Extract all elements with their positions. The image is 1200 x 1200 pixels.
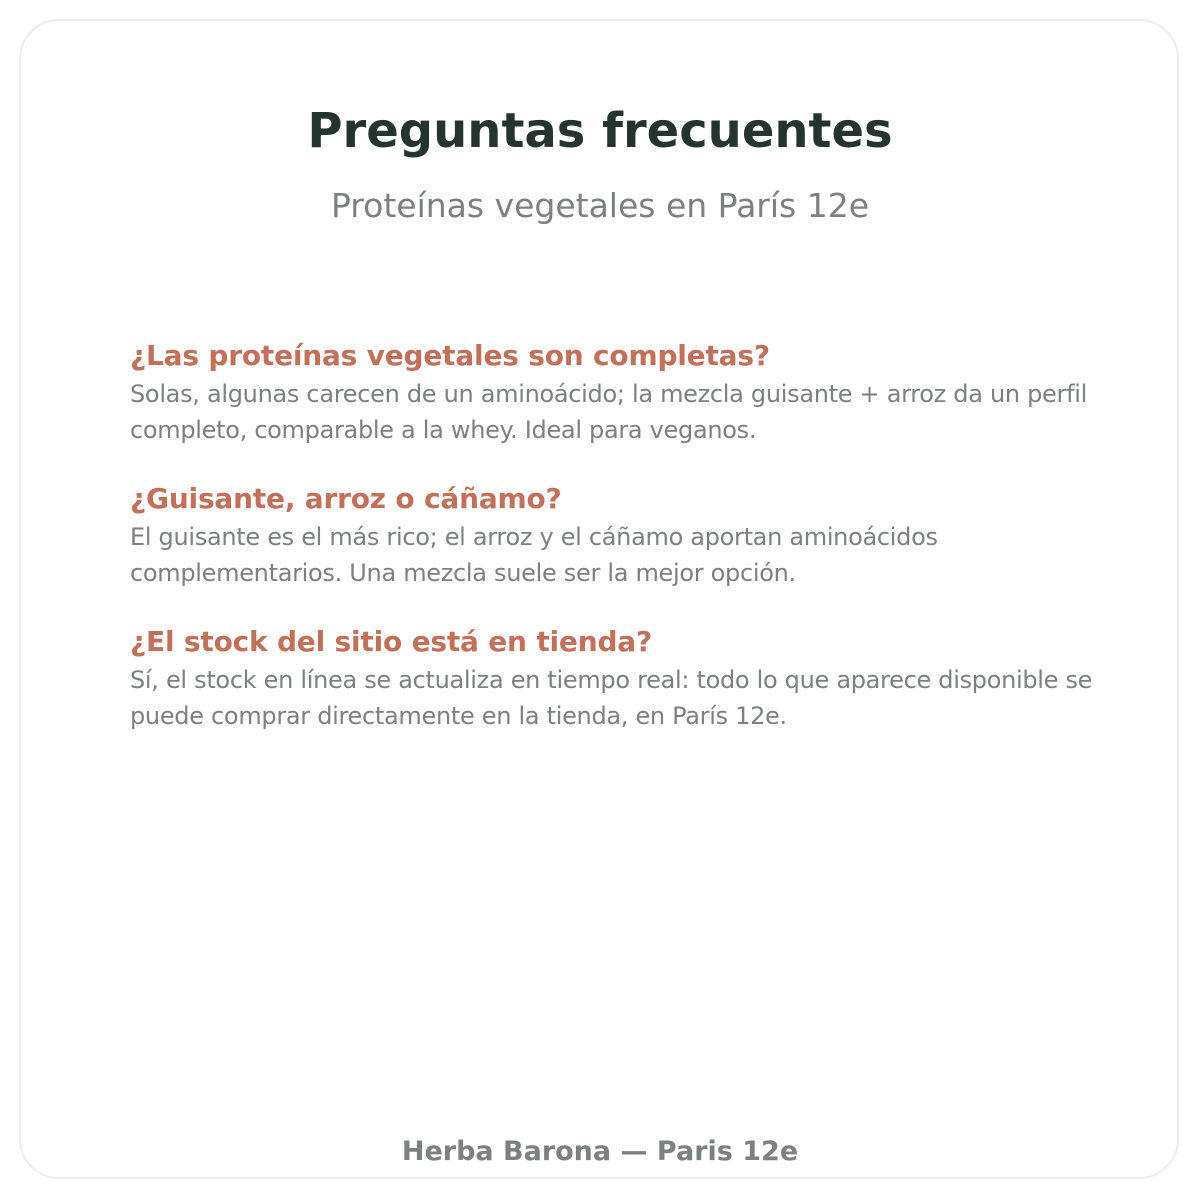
- faq-answer: Sí, el stock en línea se actualiza en tiempo real: todo lo que aparece disponible se puede comprar directamente en la tienda, en París 12e.: [130, 666, 1093, 730]
- faq-answer: El guisante es el más rico; el arroz y el cáñamo aportan aminoácidos complementarios. Una mezcla suele ser la mejor opción.: [130, 523, 938, 587]
- faq-question: ¿Las proteínas vegetales son completas?: [130, 339, 770, 372]
- page-title: Preguntas frecuentes: [307, 103, 893, 159]
- faq-item: [130, 481, 1120, 591]
- faq-question: ¿El stock del sitio está en tienda?: [130, 625, 653, 658]
- faq-answer: Solas, algunas carecen de un aminoácido; la mezcla guisante + arroz da un perfil completo, comparable a la whey. Ideal para veganos.: [130, 380, 1087, 444]
- footer-brand: Herba Barona — Paris 12e: [401, 1136, 799, 1167]
- faq-list: [130, 338, 1120, 767]
- faq-item: [130, 338, 1120, 448]
- faq-item: [130, 624, 1120, 734]
- page-subtitle: Proteínas vegetales en París 12e: [330, 186, 870, 225]
- faq-question: ¿Guisante, arroz o cáñamo?: [130, 482, 562, 515]
